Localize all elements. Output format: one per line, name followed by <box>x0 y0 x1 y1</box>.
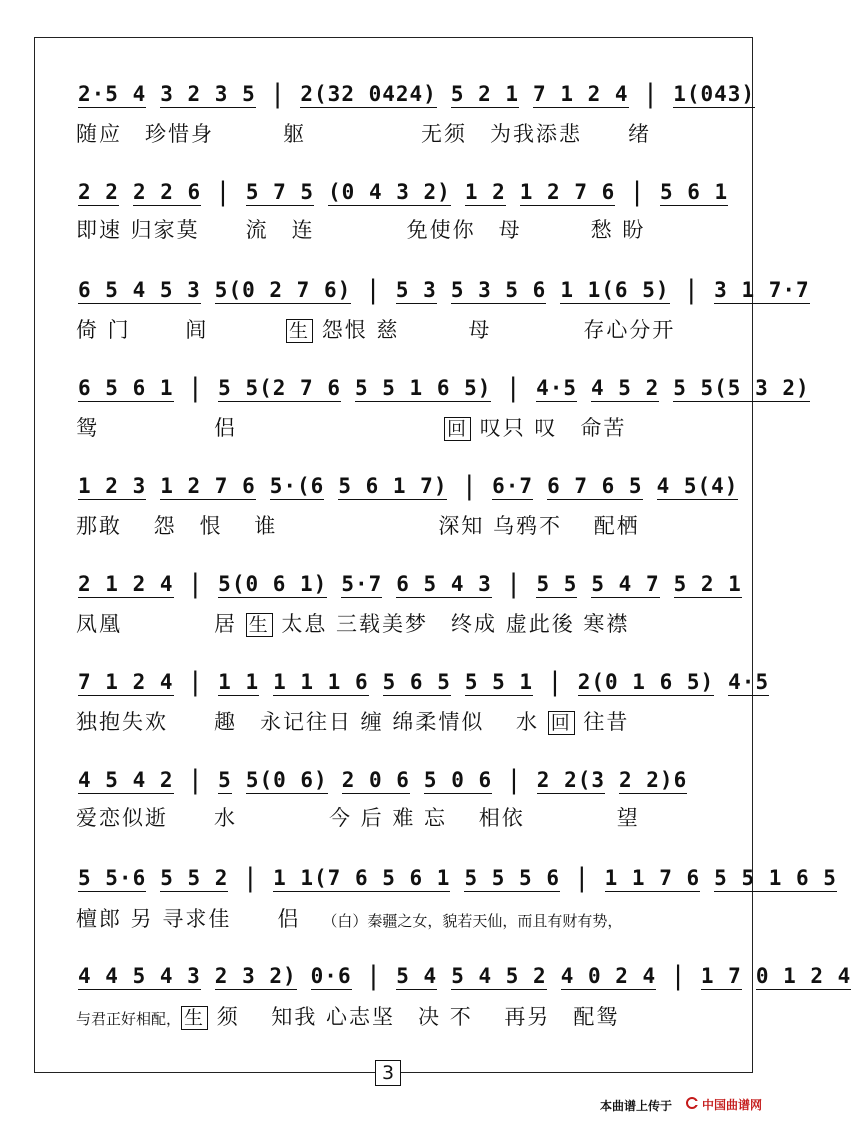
notation-group: 4 5 4 2 <box>78 768 174 792</box>
role-marker: 回 <box>548 711 575 735</box>
notation-group: 4 5 2 <box>591 376 660 400</box>
lyrics-segment: 倚 门 闾 <box>76 318 287 342</box>
notation-group: 2 2 6 <box>132 180 202 204</box>
notation-group: 7 1 2 4 <box>533 82 629 106</box>
notation-group: 1 2 7 6 <box>160 474 256 498</box>
barline: | <box>505 373 523 403</box>
barline: | <box>505 569 523 599</box>
notation-group: 1 1 <box>218 670 260 694</box>
notation-line-6 <box>78 564 742 599</box>
notation-group: 4 4 5 4 3 <box>78 964 201 988</box>
lyrics-line-1: 随应 珍惜身 躯 无须 为我添悲 绪 <box>76 122 651 146</box>
barline: | <box>573 863 591 893</box>
notation-group: 5 4 5 2 <box>451 964 547 988</box>
lyrics-line-2: 即速 归家莫 流 连 免使你 母 愁 盼 <box>76 218 646 242</box>
notation-group: 5 5 5 6 <box>464 866 560 890</box>
barline: | <box>269 79 287 109</box>
lyrics-segment: 太息 三载美梦 终成 虚此後 寒襟 <box>272 612 630 636</box>
notation-group: 4·5 <box>728 670 770 694</box>
lyrics-line-3 <box>76 314 716 344</box>
lyrics-segment: 独抱失欢 趣 永记往日 缠 绵柔情似 水 <box>76 710 548 734</box>
notation-group: (0 4 3 2) <box>328 180 451 204</box>
notation-group: 5·(6 <box>269 474 325 498</box>
notation-group: 1 2 <box>464 180 506 204</box>
barline: | <box>629 177 646 207</box>
notation-group: 5 2 1 <box>673 572 742 596</box>
notation-line-2 <box>78 172 729 207</box>
notation-group: 5(0 6 1) <box>218 572 328 596</box>
spoken-dialogue: 与君正好相配， <box>76 1010 182 1028</box>
notation-group: 2 0 6 <box>341 768 410 792</box>
lyrics-segment: 鸳 侣 <box>76 416 444 440</box>
lyrics-line-7 <box>76 706 716 736</box>
notation-group: 4·5 <box>536 376 577 400</box>
notation-group: 5 4 7 <box>591 572 660 596</box>
notation-line-1 <box>78 74 756 109</box>
notation-group: 6 5 6 1 <box>78 376 174 400</box>
barline: | <box>187 667 205 697</box>
notation-group: 3 1 7·7 <box>714 278 810 302</box>
lyrics-line-8: 爱恋似逝 水 今 后 难 忘 相依 望 <box>76 806 640 830</box>
barline: | <box>506 765 523 795</box>
notation-group: 2 2(3 <box>536 768 605 792</box>
notation-group: 1 2 3 <box>78 474 147 498</box>
role-marker: 生 <box>246 613 273 637</box>
barline: | <box>670 961 687 991</box>
notation-group: 2 2 <box>78 180 119 204</box>
barline: | <box>242 863 260 893</box>
lyrics-line-5: 那敢 怨 恨 谁 深知 乌鸦不 配栖 <box>76 514 640 538</box>
barline: | <box>683 275 701 305</box>
notation-group: 5·7 <box>341 572 383 596</box>
barline: | <box>461 471 479 501</box>
notation-group: 6·7 <box>492 474 534 498</box>
lyrics-segment: 须 知我 心志坚 决 不 再另 配鸳 <box>208 1005 620 1029</box>
barline: | <box>365 275 382 305</box>
notation-group: 5 5 1 <box>464 670 534 694</box>
notation-group: 5 5·6 <box>78 866 147 890</box>
notation-group: 6 5 4 5 3 <box>78 278 201 302</box>
lyrics-segment: 檀郎 另 寻求佳 侣 <box>76 907 301 931</box>
lyrics-line-10 <box>76 1001 716 1031</box>
notation-group: 5 3 5 6 <box>450 278 547 302</box>
notation-group: 2 2)6 <box>619 768 688 792</box>
notation-group: 4 0 2 4 <box>560 964 657 988</box>
notation-group: 1 1 7 6 <box>604 866 701 890</box>
spoken-dialogue: （白）秦疆之女，貌若天仙，而且有财有势， <box>322 912 623 930</box>
notation-group: 5 5 1 6 5 <box>714 866 837 890</box>
notation-group: 1 2 7 6 <box>519 180 616 204</box>
role-marker: 生 <box>181 1006 208 1030</box>
notation-group: 2(0 1 6 5) <box>577 670 715 694</box>
notation-group: 5 7 5 <box>245 180 315 204</box>
notation-line-10 <box>78 956 851 991</box>
notation-group: 5 6 1 7) <box>338 474 448 498</box>
notation-group: 5 3 <box>395 278 437 302</box>
barline: | <box>547 667 564 697</box>
notation-group: 1(043) <box>673 82 756 106</box>
notation-group: 2(32 0424) <box>300 82 437 106</box>
notation-group: 2 3 2) <box>214 964 297 988</box>
notation-group: 5 6 1 <box>659 180 729 204</box>
notation-group: 5 <box>218 768 232 792</box>
site-logo-icon <box>686 1097 698 1109</box>
role-marker: 回 <box>444 417 471 441</box>
notation-group: 1 7 <box>700 964 742 988</box>
notation-group: 7 1 2 4 <box>78 670 174 694</box>
lyrics-line-4 <box>76 412 716 442</box>
notation-line-7 <box>78 662 770 697</box>
barline: | <box>215 177 232 207</box>
notation-group: 5 0 6 <box>423 768 493 792</box>
site-brand: 中国曲谱网 <box>702 1098 763 1112</box>
lyrics-line-9 <box>76 903 716 933</box>
notation-group: 2 1 2 4 <box>78 572 174 596</box>
notation-group: 0 1 2 4 <box>755 964 851 988</box>
barline: | <box>187 765 205 795</box>
notation-group: 1 1(7 6 5 6 1 <box>273 866 451 890</box>
notation-group: 5 4 <box>396 964 438 988</box>
barline: | <box>642 79 660 109</box>
notation-line-5 <box>78 466 739 501</box>
notation-group: 1 1(6 5) <box>560 278 670 302</box>
barline: | <box>187 569 205 599</box>
lyrics-segment: 凤凰 居 <box>76 612 246 636</box>
notation-group: 4 5(4) <box>656 474 739 498</box>
notation-group: 0·6 <box>310 964 352 988</box>
barline: | <box>365 961 383 991</box>
notation-group: 5 5 1 6 5) <box>354 376 492 400</box>
notation-group: 3 2 3 5 <box>160 82 256 106</box>
notation-group: 1 1 1 6 <box>273 670 369 694</box>
lyrics-line-6 <box>76 608 716 638</box>
notation-group: 5(0 6) <box>245 768 328 792</box>
notation-group: 6 5 4 3 <box>396 572 492 596</box>
notation-group: 5(0 2 7 6) <box>214 278 352 302</box>
notation-group: 6 7 6 5 <box>547 474 643 498</box>
barline: | <box>187 373 205 403</box>
lyrics-segment: 怨恨 慈 母 存心分开 <box>313 318 676 342</box>
lyrics-segment: 叹只 叹 命苦 <box>471 416 627 440</box>
notation-group: 5 5 <box>536 572 578 596</box>
upload-note: 本曲谱上传于 <box>600 1099 673 1113</box>
notation-group: 5 5 2 <box>160 866 229 890</box>
notation-line-3 <box>78 270 810 305</box>
notation-group: 2·5 4 <box>78 82 147 106</box>
notation-line-8 <box>78 760 718 794</box>
notation-line-9 <box>78 858 837 893</box>
notation-group: 5 6 5 <box>382 670 451 694</box>
notation-group: 5 5(2 7 6 <box>218 376 341 400</box>
notation-line-4 <box>78 368 810 403</box>
notation-group: 5 2 1 <box>450 82 520 106</box>
role-marker: 生 <box>286 319 313 343</box>
lyrics-segment: 往昔 <box>574 710 630 734</box>
notation-group: 5 5(5 3 2) <box>673 376 810 400</box>
page-number: 3 <box>375 1060 401 1086</box>
